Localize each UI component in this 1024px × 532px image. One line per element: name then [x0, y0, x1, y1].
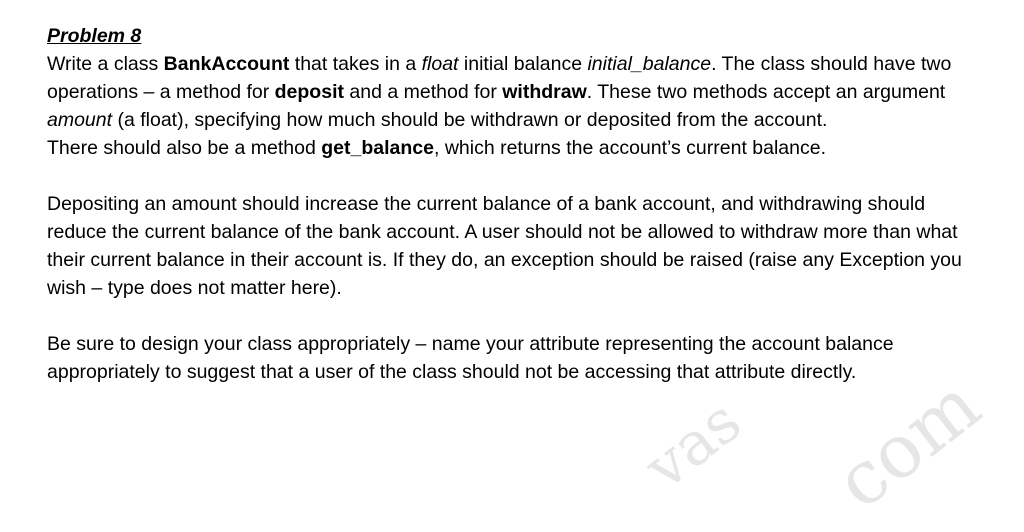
method-deposit: deposit	[274, 81, 344, 103]
param-amount: amount	[47, 109, 113, 131]
p1-text-3: initial balance	[458, 53, 588, 75]
p1-text-1: Write a class	[47, 53, 164, 75]
class-name-bankaccount: BankAccount	[163, 53, 290, 75]
p2-text-2: , which returns the account’s current balance.	[433, 137, 827, 159]
method-withdraw: withdraw	[502, 81, 587, 103]
p2-text-1: There should also be a method	[47, 137, 322, 159]
watermark-fragment-left: vas	[632, 386, 755, 504]
param-initial-balance: initial_balance	[587, 53, 712, 75]
p1-text-6: . These two methods accept an argument	[586, 81, 946, 103]
paragraph-class-spec	[47, 50, 977, 134]
paragraph-design-note: Be sure to design your class appropriately – name your attribute representing the account balance appropriately to suggest that a user of the class should not be accessing that attribute directly.	[47, 333, 894, 383]
p1-text-5: and a method for	[343, 81, 503, 103]
p1-text-7: (a float), specifying how much should be withdrawn or deposited from the account.	[112, 109, 828, 131]
paragraph-behavior: Depositing an amount should increase the current balance of a bank account, and withdrawing should reduce the current balance of the bank account. A user should not be allowed to withdraw more than what their current balance in their account is. If they do, an exception should be raised (raise any Exception you wish – type does not matter here).	[47, 193, 962, 299]
paragraph-spacer	[47, 302, 977, 330]
method-get-balance: get_balance	[321, 137, 434, 159]
paragraph-spacer	[47, 162, 977, 190]
watermark-fragment-right: com	[820, 361, 997, 526]
type-float: float	[421, 53, 459, 75]
p1-text-4: . The class should have two operations – a method for	[47, 53, 952, 103]
problem-document	[47, 22, 977, 386]
p1-text-2: that takes in a	[289, 53, 422, 75]
paragraph-get-balance	[47, 134, 977, 162]
problem-title: Problem 8	[47, 25, 142, 47]
